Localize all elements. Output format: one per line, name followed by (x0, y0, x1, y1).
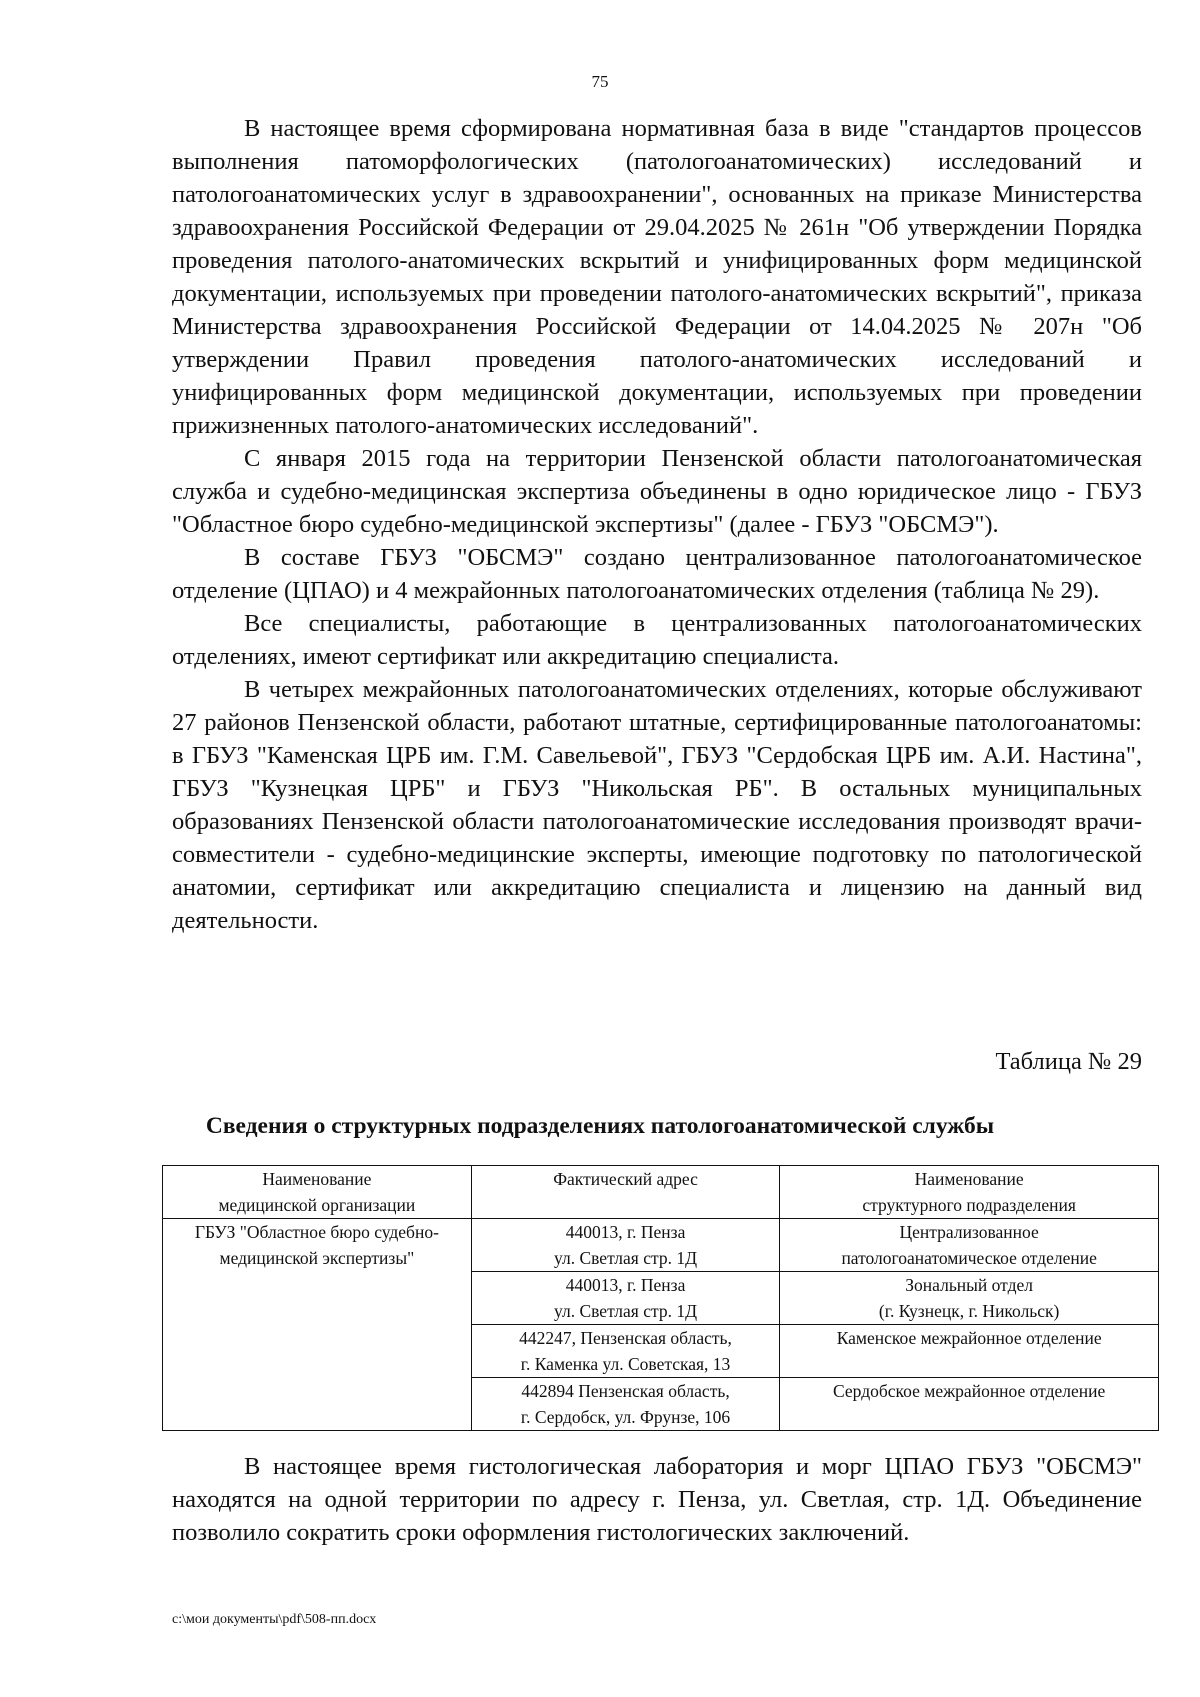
address-cell: 440013, г. Пенза ул. Светлая стр. 1Д (471, 1219, 780, 1272)
body-text (172, 112, 1142, 937)
unit-cell: Зональный отдел (г. Кузнецк, г. Никольск) (780, 1272, 1159, 1325)
header-address: Фактический адрес (471, 1166, 780, 1219)
footer-file-path: c:\мои документы\pdf\508-пп.docx (172, 1612, 377, 1627)
page-number: 75 (591, 72, 609, 91)
table-label: Таблица № 29 (995, 1048, 1142, 1075)
table-header-row (163, 1166, 1159, 1219)
paragraph-specialists: Все специалисты, работающие в централизованных патологоанатомических отделениях, имеют сертификат или аккредитацию специалиста. (172, 610, 1142, 670)
unit-cell: Сердобское межрайонное отделение (780, 1378, 1159, 1431)
structural-units-table (162, 1165, 1159, 1431)
table-row (163, 1219, 1159, 1272)
paragraph-histology-lab: В настоящее время гистологическая лаборатория и морг ЦПАО ГБУЗ "ОБСМЭ" находятся на одной территории по адресу г. Пенза, ул. Светлая, стр. 1Д. Объединение позволило сократить сроки оформления гистологических заключений. (172, 1453, 1142, 1546)
address-cell: 442247, Пензенская область, г. Каменка ул. Советская, 13 (471, 1325, 780, 1378)
paragraph-cpao: В составе ГБУЗ "ОБСМЭ" создано централизованное патологоанатомическое отделение (ЦПАО) и 4 межрайонных патологоанатомических отделения (таблица № 29). (172, 544, 1142, 604)
paragraph-merger-2015: С января 2015 года на территории Пензенской области патологоанатомическая служба и судебно-медицинская экспертиза объединены в одно юридическое лицо - ГБУЗ "Областное бюро судебно-медицинской экспертизы" (далее - ГБУЗ "ОБСМЭ"). (172, 445, 1142, 538)
header-unit: Наименование структурного подразделения (780, 1166, 1159, 1219)
paragraph-interdistrict: В четырех межрайонных патологоанатомических отделениях, которые обслуживают 27 районов Пензенской области, работают штатные, сертифицированные патологоанатомы: в ГБУЗ "Каменская ЦРБ им. Г.М. Савельевой", ГБУЗ "Сердобская ЦРБ им. А.И. Настина", ГБУЗ "Кузнецкая ЦРБ" и ГБУЗ "Никольская РБ". В остальных муниципальных образованиях Пензенской области патологоанатомические исследования производят врачи-совместители - судебно-медицинские эксперты, имеющие подготовку по патологической анатомии, сертификат или аккредитацию специалиста и лицензию на данный вид деятельности. (172, 676, 1142, 934)
unit-cell: Каменское межрайонное отделение (780, 1325, 1159, 1378)
table-title: Сведения о структурных подразделениях патологоанатомической службы (205, 1113, 995, 1139)
closing-text (172, 1450, 1142, 1549)
header-organization: Наименование медицинской организации (163, 1166, 472, 1219)
unit-cell: Централизованное патологоанатомическое отделение (780, 1219, 1159, 1272)
address-cell: 440013, г. Пенза ул. Светлая стр. 1Д (471, 1272, 780, 1325)
paragraph-normative-base: В настоящее время сформирована нормативная база в виде "стандартов процессов выполнения патоморфологических (патологоанатомических) исследований и патологоанатомических услуг в здравоохранении", основанных на приказе Министерства здравоохранения Российской Федерации от 29.04.2025 № 261н "Об утверждении Порядка проведения патолого-анатомических вскрытий и унифицированных форм медицинской документации, используемых при проведении патолого-анатомических вскрытий", приказа Министерства здравоохранения Российской Федерации от 14.04.2025 № 207н "Об утверждении Правил проведения патолого-анатомических исследований и унифицированных форм медицинской документации, используемых при проведении прижизненных патолого-анатомических исследований". (172, 115, 1142, 439)
organization-cell: ГБУЗ "Областное бюро судебно- медицинской экспертизы" (163, 1219, 472, 1431)
address-cell: 442894 Пензенская область, г. Сердобск, ул. Фрунзе, 106 (471, 1378, 780, 1431)
